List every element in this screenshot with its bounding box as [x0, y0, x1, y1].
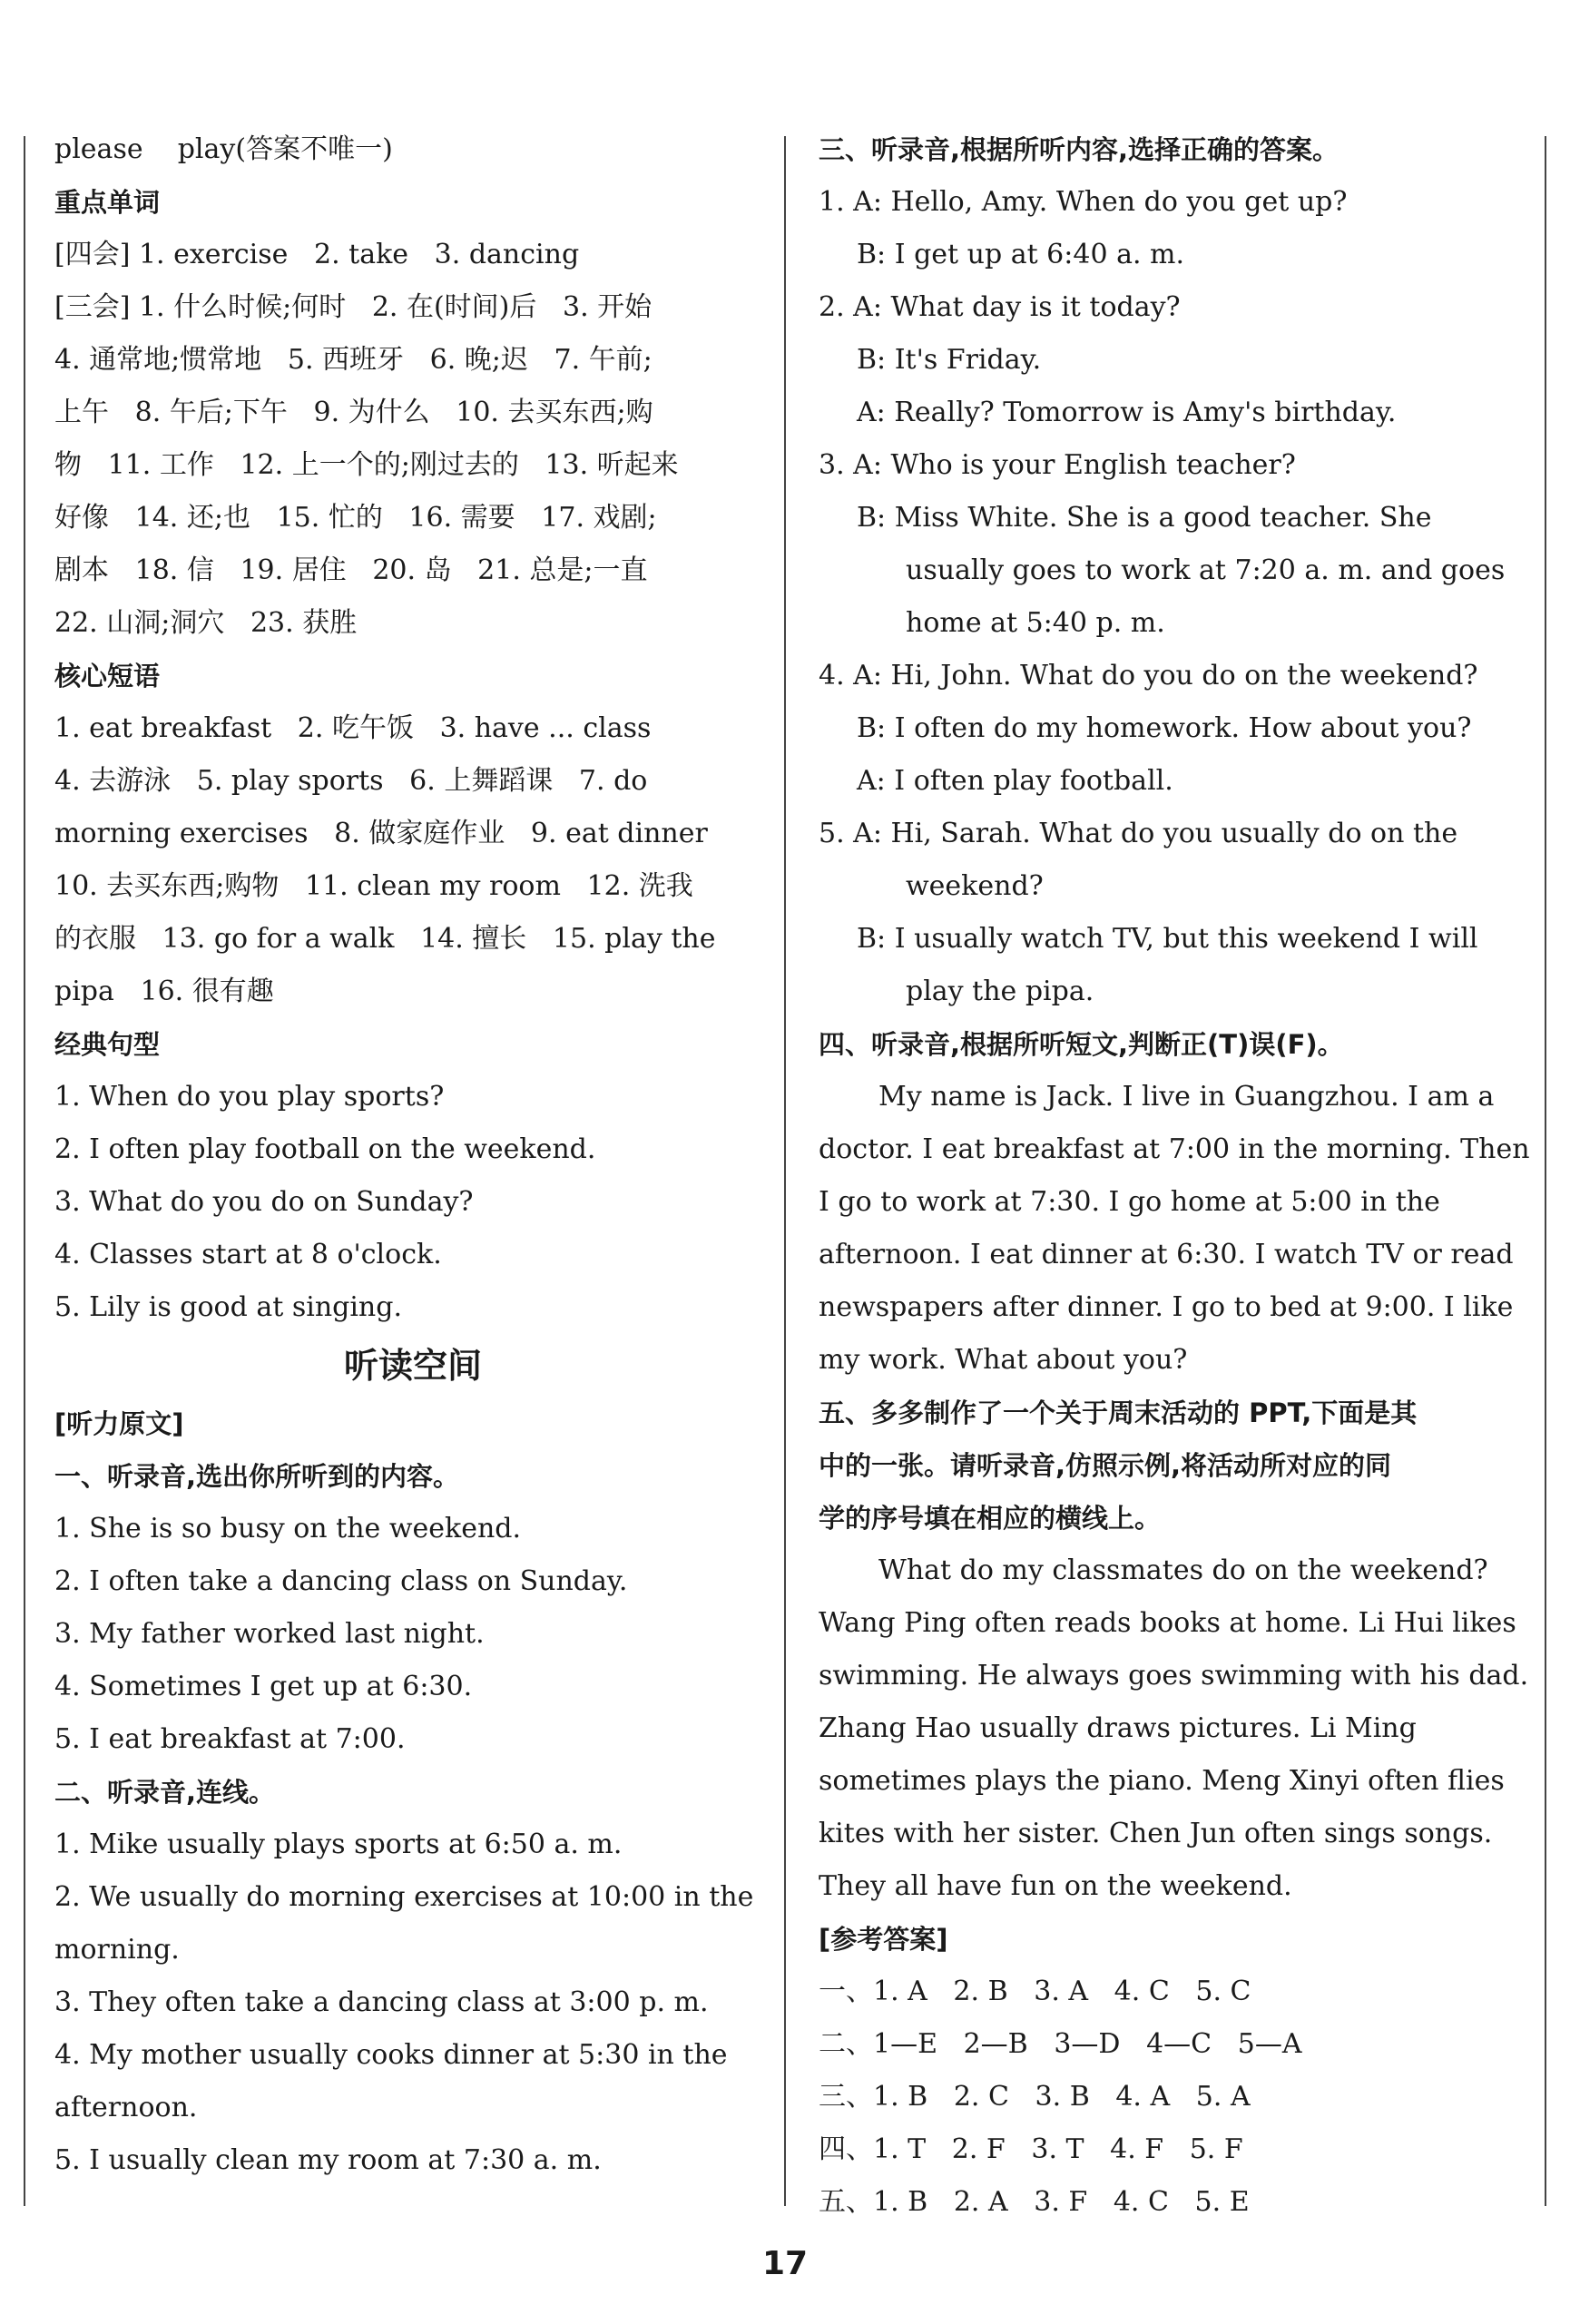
passage-line: sometimes plays the piano. Meng Xinyi often flies: [819, 1765, 1505, 1797]
question-heading: 一、听录音,选出你所听到的内容。: [54, 1461, 460, 1492]
vocab-line: [三会] 1. 什么时候;何时 2. 在(时间)后 3. 开始: [54, 291, 653, 323]
script-line: 5. I eat breakfast at 7:00.: [54, 1723, 406, 1755]
script-line: 4. Sometimes I get up at 6:30.: [54, 1671, 473, 1702]
left-column: [54, 123, 771, 2187]
phrase-line: 4. 去游泳 5. play sports 6. 上舞蹈课 7. do: [54, 765, 648, 797]
dialog-line: home at 5:40 p. m.: [906, 607, 1165, 639]
dialog-line: B: I often do my homework. How about you?: [857, 712, 1472, 744]
right-margin-rule: [1545, 136, 1546, 2206]
question-heading: 二、听录音,连线。: [54, 1777, 276, 1808]
column-divider: [784, 136, 786, 2206]
sentence-line: 1. When do you play sports?: [54, 1081, 445, 1113]
sentence-line: 5. Lily is good at singing.: [54, 1291, 402, 1323]
question-heading: 三、听录音,根据所听内容,选择正确的答案。: [819, 134, 1339, 165]
passage-line: Zhang Hao usually draws pictures. Li Ming: [819, 1712, 1417, 1744]
dialog-line: B: Miss White. She is a good teacher. She: [857, 502, 1432, 534]
script-line: 2. We usually do morning exercises at 10:00 in the: [54, 1881, 754, 1913]
vocab-line: 22. 山洞;洞穴 23. 获胜: [54, 607, 358, 639]
script-line: 3. They often take a dancing class at 3:00 p. m.: [54, 1986, 709, 2018]
dialog-line: A: Really? Tomorrow is Amy's birthday.: [857, 397, 1397, 428]
dialog-line: 4. A: Hi, John. What do you do on the weekend?: [819, 660, 1478, 691]
passage-line: newspapers after dinner. I go to bed at 9:00. I like: [819, 1291, 1514, 1323]
dialog-line: play the pipa.: [906, 976, 1094, 1007]
dialog-line: A: I often play football.: [857, 765, 1173, 797]
passage-line: doctor. I eat breakfast at 7:00 in the morning. Then: [819, 1133, 1530, 1165]
vocab-line: 好像 14. 还;也 15. 忙的 16. 需要 17. 戏剧;: [54, 502, 657, 534]
sentence-line: 4. Classes start at 8 o'clock.: [54, 1239, 442, 1270]
dialog-line: 1. A: Hello, Amy. When do you get up?: [819, 186, 1348, 218]
vocab-line: 上午 8. 午后;下午 9. 为什么 10. 去买东西;购: [54, 397, 653, 428]
script-line: morning.: [54, 1934, 180, 1966]
answer-line: please play(答案不唯一): [54, 133, 393, 165]
listening-section-title: 听读空间: [343, 1346, 482, 1386]
phrase-line: 1. eat breakfast 2. 吃午饭 3. have ... class: [54, 712, 652, 744]
phrase-line: 10. 去买东西;购物 11. clean my room 12. 洗我: [54, 870, 693, 902]
passage-line: My name is Jack. I live in Guangzhou. I am a: [878, 1081, 1495, 1113]
answer-key-line: 二、1—E 2—B 3—D 4—C 5—A: [819, 2028, 1302, 2060]
question-heading: 学的序号填在相应的横线上。: [819, 1503, 1162, 1534]
phrase-line: morning exercises 8. 做家庭作业 9. eat dinner: [54, 818, 708, 849]
script-line: 2. I often take a dancing class on Sunday.: [54, 1565, 628, 1597]
script-line: 3. My father worked last night.: [54, 1618, 485, 1650]
passage-line: What do my classmates do on the weekend?: [878, 1554, 1488, 1586]
sentence-line: 3. What do you do on Sunday?: [54, 1186, 474, 1218]
passage-line: Wang Ping often reads books at home. Li Hui likes: [819, 1607, 1516, 1639]
dialog-line: usually goes to work at 7:20 a. m. and goes: [906, 554, 1506, 586]
script-line: 1. She is so busy on the weekend.: [54, 1513, 522, 1544]
script-line: 5. I usually clean my room at 7:30 a. m.: [54, 2144, 602, 2176]
answer-key-heading: [参考答案]: [819, 1924, 948, 1955]
dialog-line: 3. A: Who is your English teacher?: [819, 449, 1296, 481]
vocab-heading: 重点单词: [54, 187, 161, 218]
page-number: 17: [761, 2245, 809, 2282]
passage-line: I go to work at 7:30. I go home at 5:00 in the: [819, 1186, 1440, 1218]
phrase-line: 的衣服 13. go for a walk 14. 擅长 15. play the: [54, 923, 716, 955]
sentence-line: 2. I often play football on the weekend.: [54, 1133, 596, 1165]
script-heading: [听力原文]: [54, 1408, 184, 1439]
dialog-line: weekend?: [906, 870, 1044, 902]
question-heading: 中的一张。请听录音,仿照示例,将活动所对应的同: [819, 1450, 1392, 1481]
passage-line: my work. What about you?: [819, 1344, 1188, 1376]
vocab-line: 物 11. 工作 12. 上一个的;刚过去的 13. 听起来: [54, 449, 679, 481]
question-heading: 五、多多制作了一个关于周末活动的 PPT,下面是其: [819, 1397, 1418, 1428]
passage-line: afternoon. I eat dinner at 6:30. I watch TV or read: [819, 1239, 1514, 1270]
dialog-line: 5. A: Hi, Sarah. What do you usually do on the: [819, 818, 1458, 849]
answer-key-line: 一、1. A 2. B 3. A 4. C 5. C: [819, 1976, 1251, 2007]
vocab-line: [四会] 1. exercise 2. take 3. dancing: [54, 239, 580, 270]
vocab-line: 4. 通常地;惯常地 5. 西班牙 6. 晚;迟 7. 午前;: [54, 344, 653, 376]
passage-line: kites with her sister. Chen Jun often sings songs.: [819, 1818, 1493, 1849]
script-line: 4. My mother usually cooks dinner at 5:30 in the: [54, 2039, 728, 2071]
dialog-line: B: It's Friday.: [857, 344, 1042, 376]
answer-key-line: 五、1. B 2. A 3. F 4. C 5. E: [819, 2186, 1250, 2218]
question-heading: 四、听录音,根据所听短文,判断正(T)误(F)。: [819, 1029, 1344, 1060]
answer-key-line: 三、1. B 2. C 3. B 4. A 5. A: [819, 2081, 1251, 2113]
passage-line: They all have fun on the weekend.: [819, 1870, 1292, 1902]
left-margin-rule: [24, 136, 25, 2206]
dialog-line: 2. A: What day is it today?: [819, 291, 1181, 323]
passage-line: swimming. He always goes swimming with his dad.: [819, 1660, 1529, 1692]
phrase-heading: 核心短语: [54, 661, 161, 691]
answer-key-line: 四、1. T 2. F 3. T 4. F 5. F: [819, 2133, 1243, 2165]
right-column: [819, 123, 1536, 2229]
dialog-line: B: I get up at 6:40 a. m.: [857, 239, 1185, 270]
script-line: afternoon.: [54, 2092, 198, 2123]
dialog-line: B: I usually watch TV, but this weekend I will: [857, 923, 1478, 955]
sentence-heading: 经典句型: [54, 1029, 161, 1060]
script-line: 1. Mike usually plays sports at 6:50 a. m.: [54, 1829, 623, 1860]
vocab-line: 剧本 18. 信 19. 居住 20. 岛 21. 总是;一直: [54, 554, 648, 586]
phrase-line: pipa 16. 很有趣: [54, 976, 274, 1007]
